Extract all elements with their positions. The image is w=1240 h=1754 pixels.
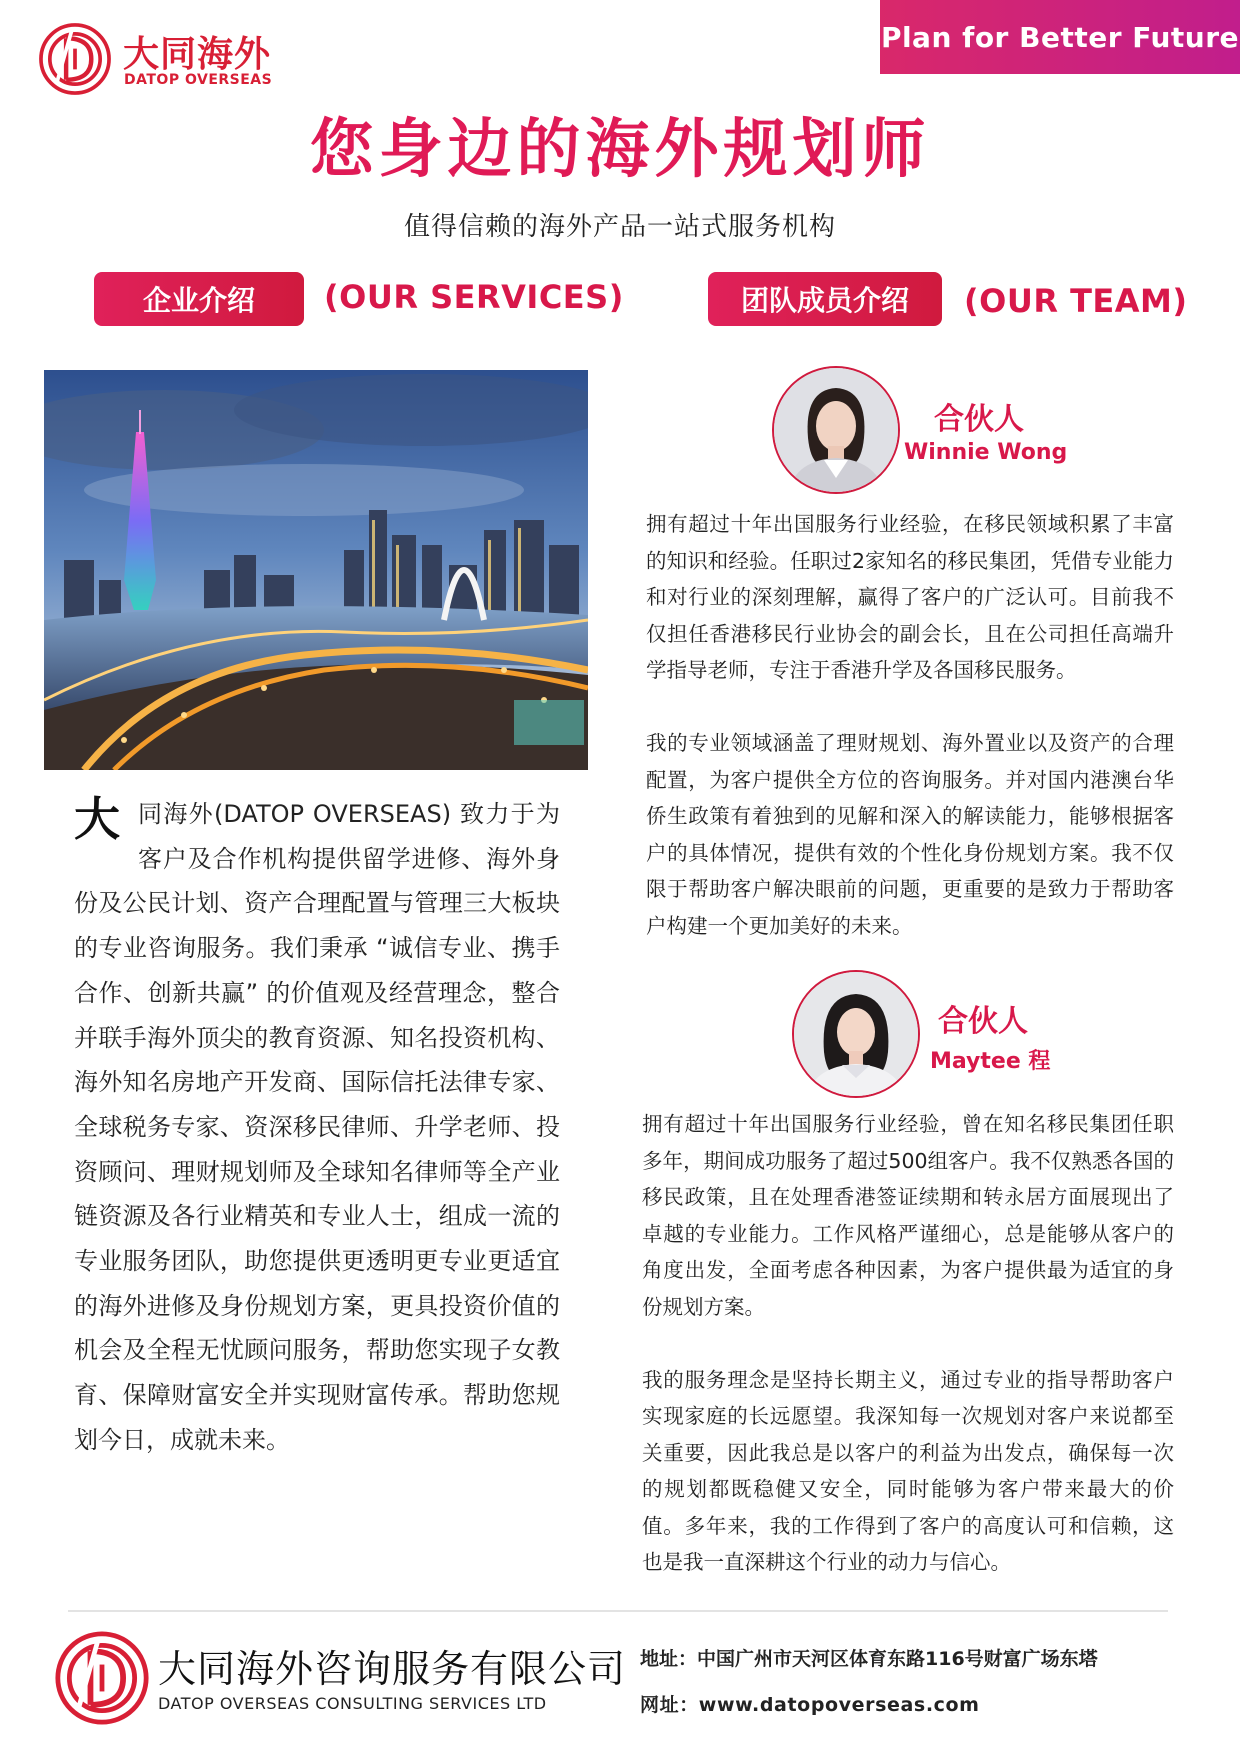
team-section-en: (OUR TEAM): [964, 282, 1188, 320]
tagline-banner: Plan for Better Future: [880, 0, 1240, 74]
team-avatar: [772, 366, 900, 494]
datop-logo-icon: [38, 22, 112, 96]
person-avatar-icon: [794, 972, 918, 1096]
company-name-en: DATOP OVERSEAS CONSULTING SERVICES LTD: [158, 1694, 547, 1713]
team-role: 合伙人: [938, 1004, 1028, 1039]
bio-paragraph: 我的服务理念是坚持长期主义，通过专业的指导帮助客户实现家庭的长远愿望。我深知每一次规划对客户来说都至关重要，因此我总是以客户的利益为出发点，确保每一次的规划都既稳健又安全，同时能够为客户带来最大的价值。多年来，我的工作得到了客户的高度认可和信赖，这也是我一直深耕这个行业的动力与信心。: [642, 1367, 1174, 1574]
brand-name-cn: 大同海外: [123, 34, 272, 75]
team-section-pill: 团队成员介绍: [708, 272, 942, 326]
team-avatar: [792, 970, 920, 1098]
services-section-en: (OUR SERVICES): [324, 278, 624, 316]
person-avatar-icon: [774, 368, 898, 492]
page-headline: 您身边的海外规划师: [309, 113, 931, 187]
bio-paragraph: 拥有超过十年出国服务行业经验，曾在知名移民集团任职多年，期间成功服务了超过500组客户。我不仅熟悉各国的移民政策，且在处理香港签证续期和转永居方面展现出了卓越的专业能力。工作风格严谨细心，总是能够从客户的角度出发，全面考虑各种因素，为客户提供最为适宜的身份规划方案。: [642, 1112, 1174, 1319]
company-intro: [74, 792, 560, 1463]
team-name: Maytee 程: [930, 1049, 1051, 1074]
brand-name-en: DATOP OVERSEAS: [124, 72, 273, 88]
footer-divider: [68, 1610, 1168, 1612]
intro-text: 同海外(DATOP OVERSEAS) 致力于为客户及合作机构提供留学进修、海外身份及公民计划、资产合理配置与管理三大板块的专业咨询服务。我们秉承 “诚信专业、携手合作、创新共赢” 的价值观及经营理念，整合并联手海外顶尖的教育资源、知名投资机构、海外知名房地产开发商、国际信托法律专家、全球税务专家、资深移民律师、升学老师、投资顾问、理财规划师及全球知名律师等全产业链资源及各行业精英和专业人士，组成一流的专业服务团队，助您提供更透明更专业更适宜的海外进修及身份规划方案，更具投资价值的机会及全程无忧顾问服务，帮助您实现子女教育、保障财富安全并实现财富传承。帮助您规划今日，成就未来。: [74, 800, 560, 1454]
datop-logo-icon: [54, 1630, 150, 1726]
company-address: 地址：中国广州市天河区体育东路116号财富广场东塔: [640, 1648, 1098, 1670]
team-name: Winnie Wong: [904, 440, 1068, 465]
bio-paragraph: 拥有超过十年出国服务行业经验，在移民领域积累了丰富的知识和经验。任职过2家知名的移民集团，凭借专业能力和对行业的深刻理解，赢得了客户的广泛认可。目前我不仅担任香港移民行业协会的副会长，且在公司担任高端升学指导老师，专注于香港升学及各国移民服务。: [646, 512, 1174, 682]
page-subheadline: 值得信赖的海外产品一站式服务机构: [403, 212, 836, 242]
services-section-pill: 企业介绍: [94, 272, 304, 326]
team-role: 合伙人: [934, 402, 1024, 437]
team-bio: [642, 1106, 1174, 1581]
city-skyline-photo: [44, 370, 588, 770]
intro-dropcap: 大: [74, 792, 120, 846]
company-name-cn: 大同海外咨询服务有限公司: [158, 1647, 627, 1691]
company-website[interactable]: 网址：www.datopoverseas.com: [640, 1694, 980, 1716]
team-bio: [646, 506, 1174, 944]
bio-paragraph: 我的专业领域涵盖了理财规划、海外置业以及资产的合理配置，为客户提供全方位的咨询服务。并对国内港澳台华侨生政策有着独到的见解和深入的解读能力，能够根据客户的具体情况，提供有效的个性化身份规划方案。我不仅限于帮助客户解决眼前的问题，更重要的是致力于帮助客户构建一个更加美好的未来。: [646, 731, 1174, 938]
